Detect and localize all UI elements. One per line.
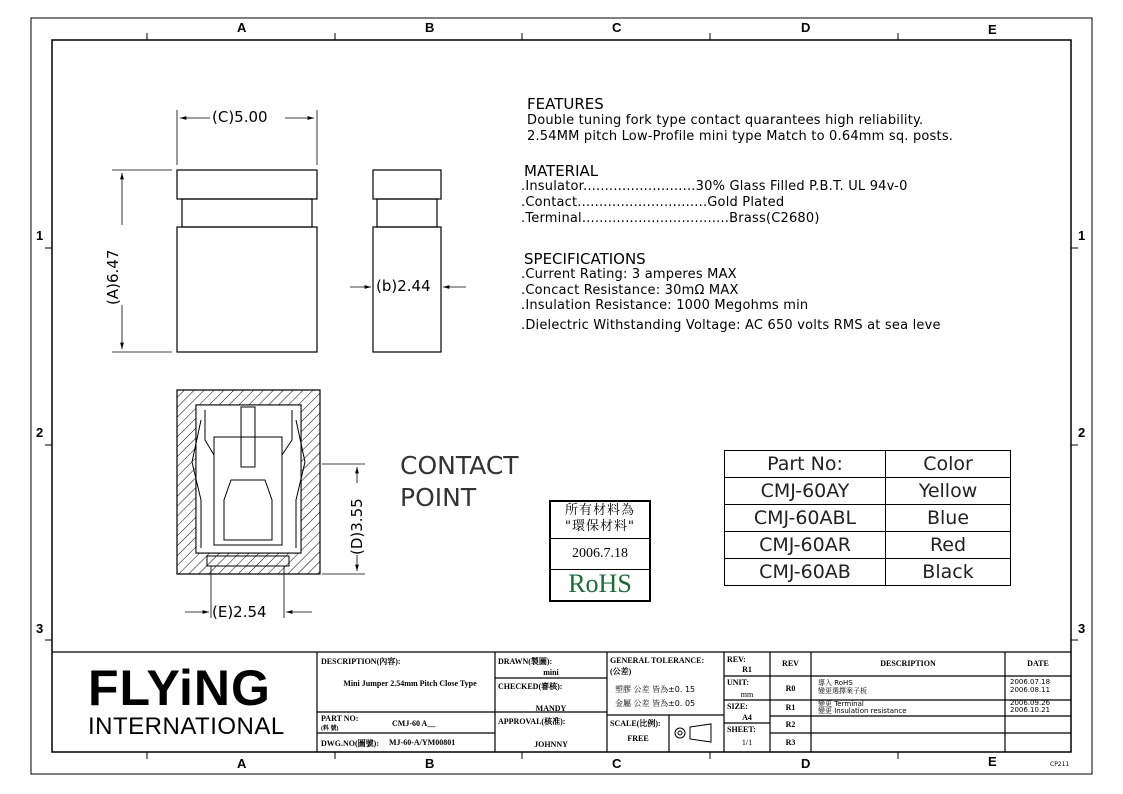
part-no-label: PART NO: [321, 714, 359, 723]
revision-r0-desc-1: 導入 RoHS [818, 679, 853, 687]
tolerance-metal: 金屬 公差 皆為±0. 05 [615, 699, 696, 708]
scale-value: FREE [627, 734, 649, 743]
rev-label: REV: [727, 655, 746, 664]
company-logo-subtitle: INTERNATIONAL [88, 713, 285, 740]
tolerance-label: GENERAL TOLERANCE: [610, 656, 705, 665]
part-no-label-cn: (料 號) [321, 726, 339, 732]
zone-col-e-bottom: E [988, 754, 997, 769]
part-color: Blue [886, 505, 1011, 532]
size-label: SIZE: [727, 702, 748, 711]
zone-col-d-bottom: D [801, 756, 811, 771]
revision-r3: R3 [785, 738, 796, 747]
part-no-value: CMJ-60 A__ [392, 719, 436, 728]
unit-value: mm [740, 690, 754, 699]
zone-col-d: D [801, 20, 811, 35]
description-column-header: DESCRIPTION [880, 659, 936, 668]
revision-r2: R2 [785, 720, 796, 729]
zone-col-a: A [237, 20, 247, 35]
unit-label: UNIT: [727, 678, 750, 687]
revision-r1-desc-2: 變更 Insulation resistance [818, 707, 907, 715]
stamp-line-2: "環保材料" [565, 519, 635, 534]
checked-label: CHECKED(審核): [498, 682, 563, 691]
dwg-no-value: MJ-60-A/YM00801 [389, 738, 456, 747]
spec-line-1: .Current Rating: 3 amperes MAX [521, 267, 737, 282]
parts-header-part-no: Part No: [725, 451, 886, 478]
part-number: CMJ-60AB [725, 559, 886, 586]
zone-col-b: B [425, 20, 435, 35]
zone-row-1: 1 [36, 228, 44, 243]
zone-col-c-bottom: C [612, 756, 622, 771]
dimension-b: (b)2.44 [376, 277, 431, 295]
parts-header-color: Color [886, 451, 1011, 478]
part-color: Black [886, 559, 1011, 586]
material-title: MATERIAL [524, 162, 599, 180]
approval-value: JOHNNY [534, 740, 568, 749]
drawn-value: mini [543, 668, 559, 677]
checked-value: MANDY [535, 704, 567, 713]
company-logo: FLYiNG [88, 660, 271, 716]
zone-row-3: 3 [36, 621, 44, 636]
zone-col-b-bottom: B [425, 756, 435, 771]
material-line-1: .Insulator..........................30% Glass Filled P.B.T. UL 94v-0 [521, 179, 908, 194]
corner-code: CP211 [1050, 761, 1070, 768]
features-title: FEATURES [527, 95, 604, 113]
tolerance-plastic: 塑膠 公差 皆為±0. 15 [615, 685, 696, 694]
part-number: CMJ-60AY [725, 478, 886, 505]
part-number: CMJ-60AR [725, 532, 886, 559]
zone-row-2: 2 [36, 425, 44, 440]
date-column-header: DATE [1027, 659, 1049, 668]
part-color: Yellow [886, 478, 1011, 505]
spec-line-3: .Insulation Resistance: 1000 Megohms min [521, 298, 809, 313]
dwg-no-label: DWG.NO(圖號): [321, 739, 379, 748]
part-number: CMJ-60ABL [725, 505, 886, 532]
spec-line-2: .Concact Resistance: 30mΩ MAX [521, 283, 739, 298]
description-value: Mini Jumper 2.54mm Pitch Close Type [343, 679, 477, 688]
zone-row-1-right: 1 [1078, 228, 1086, 243]
rev-column-header: REV [782, 659, 799, 668]
tolerance-label-cn: (公差) [610, 667, 632, 676]
revision-r0-date-1: 2006.07.18 [1010, 678, 1051, 686]
revision-r1: R1 [785, 703, 796, 712]
material-line-3: .Terminal..................................Brass(C2680) [521, 211, 820, 226]
contact-point-line2: POINT [400, 483, 477, 512]
drawn-label: DRAWN(製圖): [498, 657, 553, 666]
revision-r1-desc-1: 變更 Terminal [818, 700, 864, 708]
material-line-2: .Contact..............................Gold Plated [521, 195, 785, 210]
zone-row-3-right: 3 [1078, 621, 1086, 636]
sheet-value: 1/1 [741, 738, 753, 747]
specifications-title: SPECIFICATIONS [524, 250, 646, 268]
features-line-1: Double tuning fork type contact quarantees high reliability. [527, 113, 924, 128]
projection-symbol [675, 724, 711, 742]
dimension-e: (E)2.54 [212, 603, 267, 621]
revision-r0-desc-2: 變更選擇案子板 [818, 687, 867, 695]
rev-value: R1 [742, 665, 752, 674]
approval-label: APPROVAL(核准): [498, 717, 566, 726]
zone-col-c: C [612, 20, 622, 35]
zone-col-a-bottom: A [237, 756, 247, 771]
dimension-a: (A)6.47 [104, 249, 122, 305]
revision-r1-date-1: 2006.09.26 [1010, 699, 1051, 707]
dimension-c: (C)5.00 [212, 108, 268, 126]
scale-label: SCALE(比例): [610, 719, 661, 728]
zone-row-2-right: 2 [1078, 425, 1086, 440]
stamp-line-1: 所有材料為 [564, 503, 635, 518]
revision-r1-date-2: 2006.10.21 [1010, 706, 1051, 714]
stamp-date: 2006.7.18 [551, 538, 649, 570]
part-color: Red [886, 532, 1011, 559]
revision-r0-date-2: 2006.08.11 [1010, 686, 1051, 694]
rohs-label: RoHS [568, 569, 632, 598]
contact-point-line1: CONTACT [400, 451, 519, 480]
sheet-label: SHEET: [727, 725, 756, 734]
dimension-d: (D)3.55 [348, 498, 366, 555]
features-line-2: 2.54MM pitch Low-Profile mini type Match to 0.64mm sq. posts. [527, 129, 954, 144]
revision-r0: R0 [785, 684, 796, 693]
zone-col-e: E [988, 22, 997, 37]
description-label: DESCRIPTION(內容): [321, 657, 401, 666]
size-value: A4 [742, 713, 752, 722]
spec-line-4: .Dielectric Withstanding Voltage: AC 650 volts RMS at sea leve [521, 318, 941, 333]
